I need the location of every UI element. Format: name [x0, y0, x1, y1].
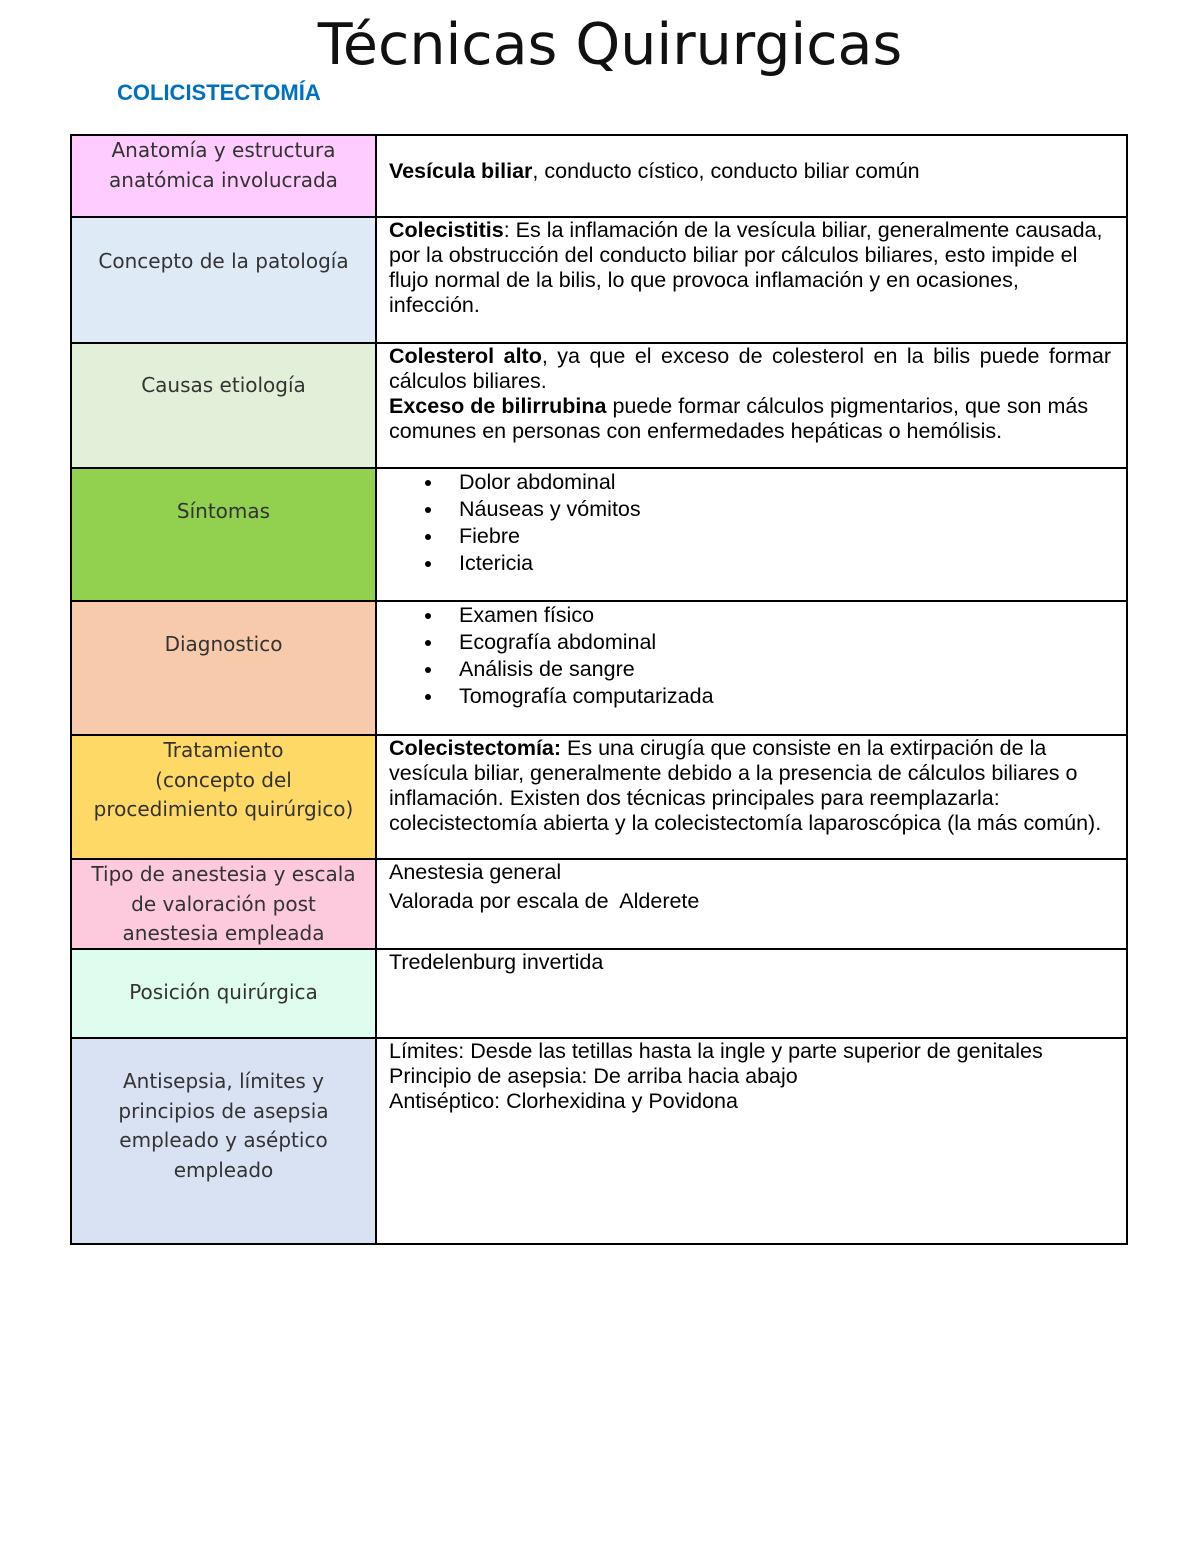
- list-item: [389, 683, 1111, 710]
- content-paragraph: [389, 344, 1111, 394]
- content-cell-pathology-concept: [377, 218, 1126, 342]
- label-cell-causes: [72, 344, 375, 467]
- content-text: puede formar cálculos pigmentarios, que son más comunes en personas con enfermedades hepáticas o hemólisis.: [389, 394, 1089, 443]
- bullet-icon: [425, 480, 431, 486]
- content-cell-anesthesia: [377, 860, 1126, 948]
- bold-term: Colesterol alto: [389, 344, 542, 368]
- label-cell-symptoms: [72, 469, 375, 600]
- bullet-icon: [425, 694, 431, 700]
- label-line: principios de asepsia: [118, 1098, 329, 1123]
- list-item-text: Fiebre: [459, 524, 520, 548]
- content-paragraph: [389, 394, 1111, 444]
- content-cell-causes: [377, 344, 1126, 467]
- bullet-icon: [425, 534, 431, 540]
- content-text: , ya que el exceso de colesterol en la bilis puede formar cálculos biliares.: [389, 344, 1111, 393]
- content-text: : Es la inflamación de la vesícula biliar, generalmente causada, por la obstrucción del conducto biliar por cálculos biliares, esto impide el flujo normal de la bilis, lo que provoca inflamación y en ocasiones, infección.: [389, 218, 1103, 317]
- procedure-subtitle: COLICISTECTOMÍA: [117, 80, 321, 105]
- bullet-icon: [425, 507, 431, 513]
- list-item: [389, 602, 1111, 629]
- content-line: Principio de asepsia: De arriba hacia abajo: [389, 1064, 798, 1088]
- content-cell-antisepsis: [377, 1039, 1126, 1243]
- page-title: Técnicas Quirurgicas: [317, 12, 903, 78]
- label-cell-diagnosis: [72, 602, 375, 734]
- bullet-icon: [425, 561, 431, 567]
- content-text: , conducto cístico, conducto biliar común: [532, 159, 920, 183]
- label-line: Tipo de anestesia y escala: [91, 862, 356, 886]
- list-item: [389, 550, 1111, 577]
- content-text: Es una cirugía que consiste en la extirpación de la vesícula biliar, generalmente debido a la presencia de cálculos biliares o inflamación. Existen dos técnicas principales para reemplazarla: colecistectomía abierta y la colecistectomía laparoscópica (la más común).: [389, 736, 1102, 835]
- label-line: Posición quirúrgica: [129, 980, 318, 1004]
- bold-term: Vesícula biliar: [389, 159, 533, 183]
- content-cell-diagnosis: [377, 602, 1126, 734]
- list-item: [389, 523, 1111, 550]
- content-line: Valorada por escala de Alderete: [389, 889, 700, 913]
- label-line: de valoración post: [131, 891, 316, 916]
- label-cell-anesthesia: [72, 860, 375, 948]
- list-item: [389, 656, 1111, 683]
- label-line: Tratamiento: [163, 738, 284, 762]
- label-line: empleado y aséptico: [119, 1128, 328, 1152]
- label-line: (concepto del: [155, 767, 292, 792]
- label-cell-pathology-concept: [72, 218, 375, 342]
- list-item-text: Ecografía abdominal: [459, 630, 657, 654]
- bold-term: Colecistitis: [389, 218, 504, 242]
- bold-term: Exceso de bilirrubina: [389, 394, 607, 418]
- label-cell-antisepsis: [72, 1039, 375, 1243]
- label-line: anestesia empleada: [122, 921, 325, 945]
- list-item-text: Examen físico: [459, 603, 595, 627]
- content-cell-surgical-position: [377, 950, 1126, 1037]
- content-cell-symptoms: [377, 469, 1126, 600]
- label-line: Antisepsia, límites y: [122, 1069, 325, 1093]
- content-paragraph: [389, 159, 1111, 184]
- list-item: [389, 629, 1111, 656]
- label-line: Concepto de la patología: [98, 249, 349, 273]
- list-item: [389, 496, 1111, 523]
- list-item: [389, 469, 1111, 496]
- surgical-technique-table: [70, 134, 1128, 1245]
- content-cell-treatment: [377, 736, 1126, 858]
- content-cell-anatomy: [377, 136, 1126, 216]
- label-line: procedimiento quirúrgico): [93, 797, 354, 821]
- label-line: Causas etiología: [141, 373, 306, 397]
- label-line: Anatomía y estructura: [111, 138, 336, 162]
- label-line: anatómica involucrada: [109, 167, 338, 192]
- bold-term: Colecistectomía:: [389, 736, 562, 760]
- list-item-text: Ictericia: [459, 551, 534, 575]
- label-line: Diagnostico: [164, 632, 283, 656]
- label-line: empleado: [173, 1157, 274, 1182]
- bullet-icon: [425, 640, 431, 646]
- label-cell-anatomy: [72, 136, 375, 216]
- content-paragraph: [389, 218, 1111, 318]
- label-cell-treatment: [72, 736, 375, 858]
- label-line: Síntomas: [176, 499, 271, 523]
- content-line: Tredelenburg invertida: [389, 950, 604, 974]
- content-paragraph: [389, 736, 1111, 836]
- list-item-text: Tomografía computarizada: [459, 684, 714, 708]
- content-line: Antiséptico: Clorhexidina y Povidona: [389, 1089, 738, 1113]
- content-line: Límites: Desde las tetillas hasta la ingle y parte superior de genitales: [389, 1039, 1043, 1063]
- list-item-text: Náuseas y vómitos: [459, 497, 641, 521]
- list-item-text: Dolor abdominal: [459, 470, 616, 494]
- content-line: Anestesia general: [389, 860, 562, 884]
- label-cell-surgical-position: [72, 950, 375, 1037]
- bullet-icon: [425, 613, 431, 619]
- bullet-icon: [425, 667, 431, 673]
- list-item-text: Análisis de sangre: [459, 657, 635, 681]
